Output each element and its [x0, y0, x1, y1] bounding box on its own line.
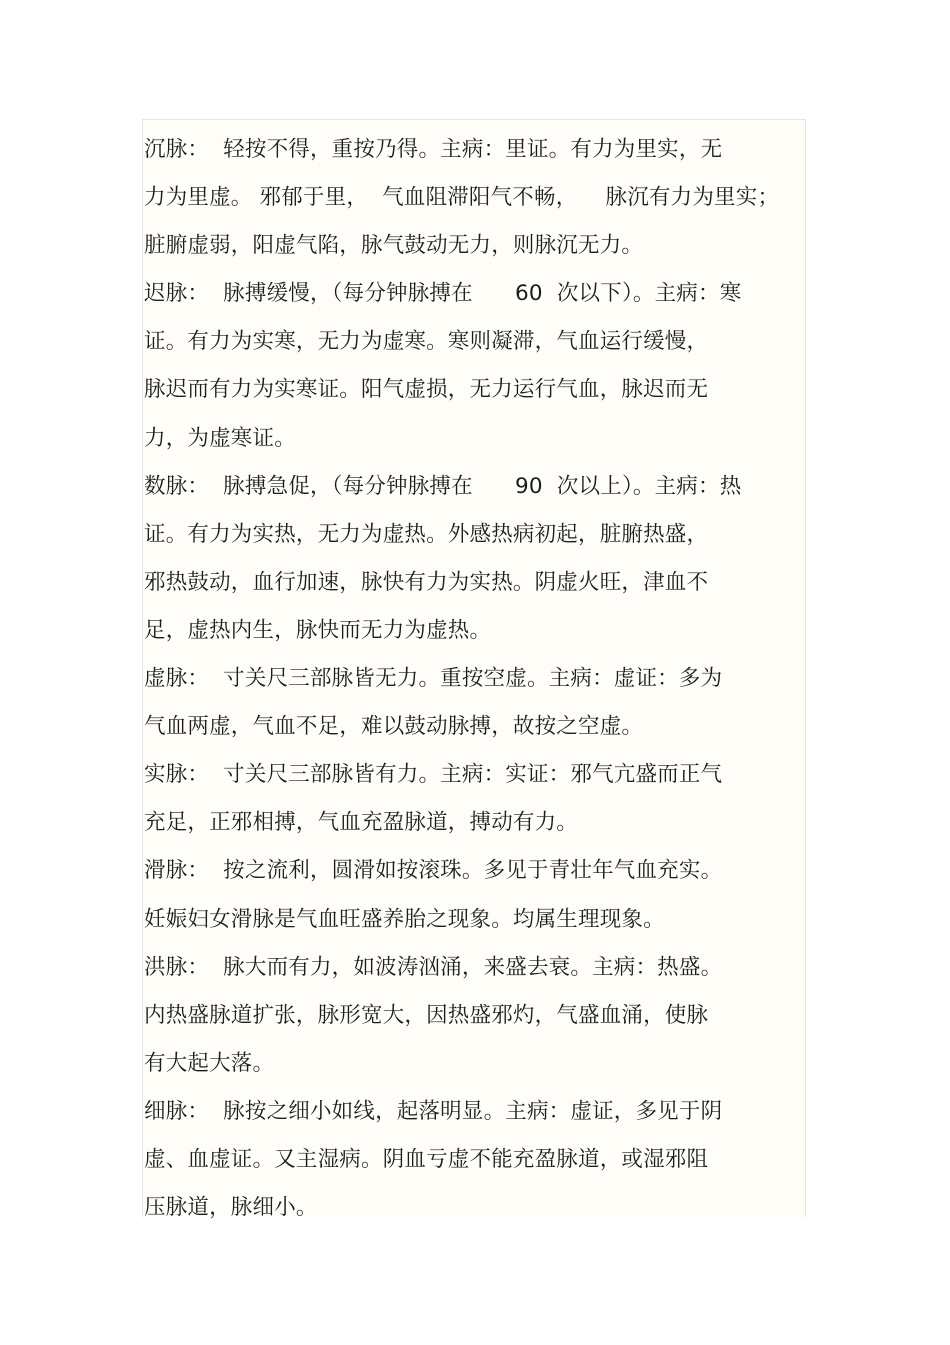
text-line: 沉脉： 轻按不得，重按乃得。主病：里证。有力为里实，无	[144, 137, 723, 162]
text-line: 脏腑虚弱，阳虚气陷，脉气鼓动无力，则脉沉无力。	[144, 233, 644, 259]
text-line: 妊娠妇女滑脉是气血旺盛养胎之现象。均属生理现象。	[144, 906, 665, 932]
text-line: 邪热鼓动，血行加速，脉快有力为实热。阴虚火旺，津血不	[144, 569, 709, 595]
text-line: 证。有力为实热，无力为虚热。外感热病初起，脏腑热盛，	[144, 521, 709, 547]
text-line: 数脉： 脉搏急促，（每分钟脉搏在 90 次以上）。主病：热	[144, 473, 742, 499]
text-line: 虚脉： 寸关尺三部脉皆无力。重按空虚。主病：虚证：多为	[144, 666, 723, 692]
text-line: 内热盛脉道扩张，脉形宽大，因热盛邪灼，气盛血涌，使脉	[144, 1002, 709, 1028]
text-line: 充足，正邪相搏，气血充盈脉道，搏动有力。	[144, 810, 579, 836]
text-line: 证。有力为实寒，无力为虚寒。寒则凝滞，气血运行缓慢，	[144, 329, 709, 355]
text-line: 力为里虚。 邪郁于里， 气血阻滞阳气不畅， 脉沉有力为里实；	[144, 185, 780, 211]
document-body	[144, 126, 844, 1232]
text-line: 力，为虚寒证。	[144, 425, 296, 451]
text-line: 滑脉： 按之流利，圆滑如按滚珠。多见于青壮年气血充实。	[144, 858, 723, 884]
text-line: 有大起大落。	[144, 1050, 275, 1076]
text-line: 压脉道，脉细小。	[144, 1195, 318, 1221]
text-line: 实脉： 寸关尺三部脉皆有力。主病：实证：邪气亢盛而正气	[144, 762, 723, 788]
text-line: 细脉： 脉按之细小如线，起落明显。主病：虚证，多见于阴	[144, 1098, 723, 1124]
text-line: 气血两虚，气血不足，难以鼓动脉搏，故按之空虚。	[144, 714, 644, 740]
text-line: 洪脉： 脉大而有力，如波涛汹涌，来盛去衰。主病：热盛。	[144, 954, 723, 980]
text-line: 脉迟而有力为实寒证。阳气虚损，无力运行气血，脉迟而无	[144, 377, 709, 403]
text-line: 足，虚热内生，脉快而无力为虚热。	[144, 617, 492, 643]
text-line: 虚、血虚证。又主湿病。阴血亏虚不能充盈脉道，或湿邪阻	[144, 1146, 709, 1172]
text-line: 迟脉： 脉搏缓慢，（每分钟脉搏在 60 次以下）。主病：寒	[144, 281, 742, 307]
